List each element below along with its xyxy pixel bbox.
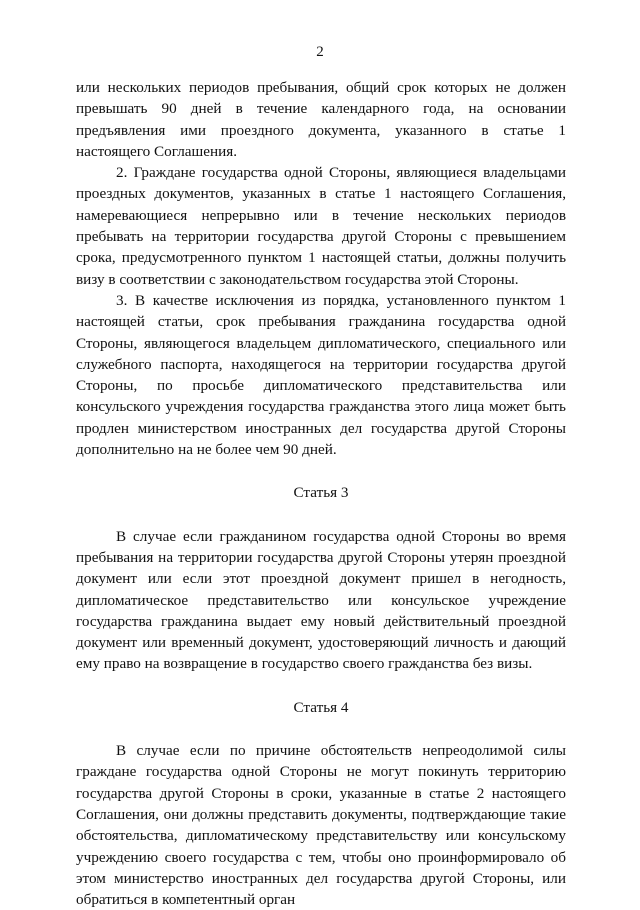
spacer (76, 460, 566, 482)
paragraph-clause-2: 2. Граждане государства одной Стороны, являющиеся владельцами проездных документов, указанных в статье 1 настоящего Соглашения, намеревающиеся непрерывно или в течение нескольких периодов пребывать на территории государства другой Стороны с превышением срока, предусмотренного пунктом 1 настоящей статьи, должны получить визу в соответствии с законодательством государства этой Стороны. (76, 164, 566, 288)
article-3-heading: Статья 3 (293, 484, 349, 502)
spacer (76, 718, 566, 740)
page-number: 2 (316, 44, 324, 60)
paragraph-continuation: или нескольких периодов пребывания, общий срок которых не должен превышать 90 дней в течение календарного года, на основании предъявления ими проездного документа, указанного в статье 1 настоящего Соглашения. (76, 79, 566, 160)
spacer (76, 675, 566, 697)
paragraph-clause-3: 3. В качестве исключения из порядка, установленного пунктом 1 настоящей статьи, срок пребывания гражданина государства одной Стороны, являющегося владельцем дипломатического, специального или служебного паспорта, находящегося на территории государства другой Стороны, по просьбе дипломатического представительства или консульского учреждения государства гражданства этого лица может быть продлен министерством иностранных дел государства другой Стороны дополнительно на не более чем 90 дней. (76, 291, 566, 459)
article-4-paragraph: В случае если по причине обстоятельств непреодолимой силы граждане государства одной Стороны не могут покинуть территорию государства другой Стороны в сроки, указанные в статье 2 настоящего Соглашения, они должны представить документы, подтверждающие такие обстоятельства, дипломатическому представительству или консульскому учреждению своего государства с тем, чтобы оно проинформировало об этом министерство иностранных дел государства другой Стороны, или обратиться в компетентный орган (76, 742, 566, 909)
spacer (76, 504, 566, 526)
article-3-paragraph: В случае если гражданином государства одной Стороны во время пребывания на территории государства другой Стороны утерян проездной документ или если этот проездной документ пришел в негодность, дипломатическое представительство или консульское учреждение государства гражданина выдает ему новый действительный проездной документ или временный документ, удостоверяющий личность и дающий ему право на возвращение в государство своего гражданства без визы. (76, 527, 566, 673)
document-body (76, 77, 566, 910)
article-4-heading: Статья 4 (293, 698, 349, 716)
